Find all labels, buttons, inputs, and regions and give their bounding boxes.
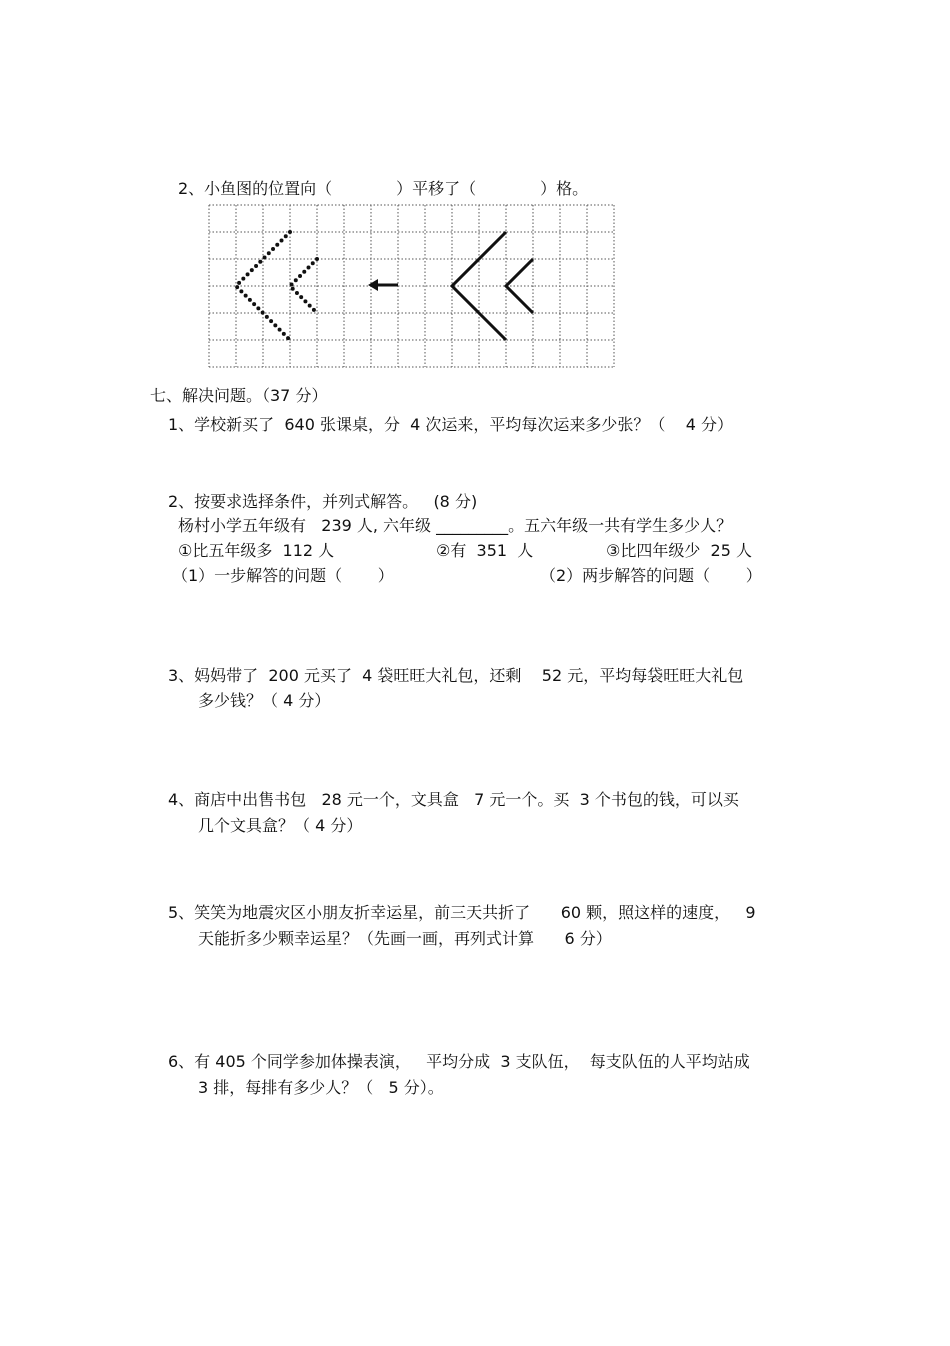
option-1: ①比五年级多 112 人 [178, 541, 335, 560]
grid-lines [209, 205, 614, 367]
question-2-title: 2、按要求选择条件，并列式解答。 (8 分) [168, 492, 478, 511]
question-4-line-2: 几个文具盒？（ 4 分） [198, 816, 363, 835]
arrow-left-icon [368, 279, 398, 291]
question-6-line-2: 3 排，每排有多少人？（ 5 分）。 [198, 1078, 444, 1097]
part-1: （1）一步解答的问题（ ） [172, 566, 394, 585]
translation-grid-figure [208, 204, 620, 370]
question-5-line-1: 5、笑笑为地震灾区小朋友折幸运星，前三天共折了 60 颗，照这样的速度， 9 [168, 903, 756, 922]
question-translate: 2、小鱼图的位置向（ ）平移了（ ）格。 [178, 179, 589, 198]
option-2: ②有 351 人 [436, 541, 534, 560]
question-5-line-2: 天能折多少颗幸运星？（先画一画，再列式计算 6 分） [198, 929, 612, 948]
question-3-line-1: 3、妈妈带了 200 元买了 4 袋旺旺大礼包，还剩 52 元，平均每袋旺旺大礼包 [168, 666, 744, 685]
question-2-stem: 杨村小学五年级有 239 人, 六年级 _________。五六年级一共有学生多少人？ [178, 516, 733, 535]
section-heading: 七、解决问题。（37 分） [150, 386, 328, 405]
question-4-line-1: 4、商店中出售书包 28 元一个，文具盒 7 元一个。买 3 个书包的钱，可以买 [168, 790, 739, 809]
question-1: 1、学校新买了 640 张课桌，分 4 次运来，平均每次运来多少张？（ 4 分） [168, 415, 734, 434]
option-3: ③比四年级少 25 人 [606, 541, 752, 560]
part-2: （2）两步解答的问题（ ） [540, 566, 762, 585]
question-3-line-2: 多少钱？（ 4 分） [198, 691, 331, 710]
question-6-line-1: 6、有 405 个同学参加体操表演， 平均分成 3 支队伍， 每支队伍的人平均站成 [168, 1052, 750, 1071]
